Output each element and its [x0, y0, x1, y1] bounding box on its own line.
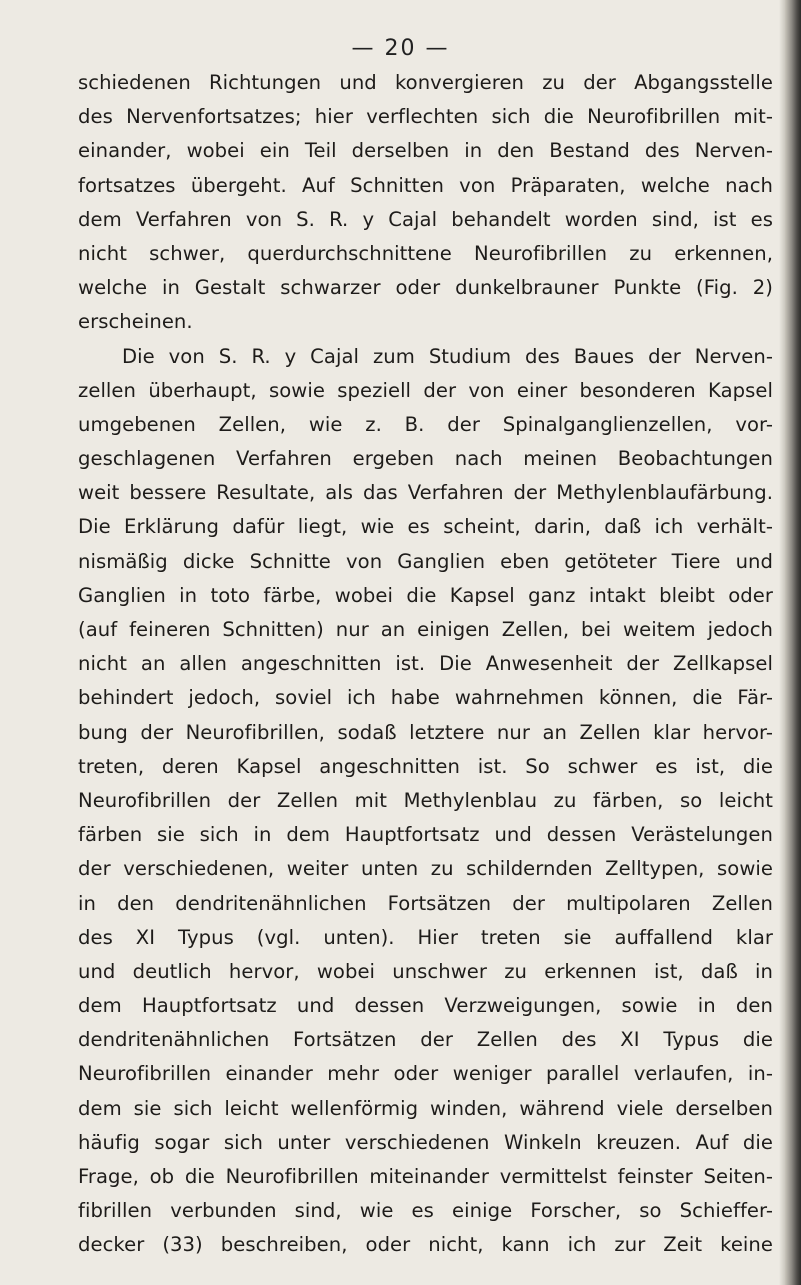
paragraph	[78, 66, 773, 340]
text-line: erscheinen.	[78, 310, 193, 334]
text-line: dendritenähnlichen Fortsätzen der Zellen des XI Typus die	[78, 1028, 773, 1052]
text-line: in den dendritenähnlichen Fortsätzen der multipolaren Zellen	[78, 891, 773, 915]
text-line: (auf feineren Schnitten) nur an einigen Zellen, bei weitem jedoch	[78, 618, 773, 641]
text-line: zellen überhaupt, sowie speziell der von einer besonderen Kapsel	[78, 378, 773, 402]
text-line: dem Verfahren von S. R. y Cajal behandelt worden sind, ist es	[78, 207, 773, 231]
text-line: decker (33) beschreiben, oder nicht, kann ich zur Zeit keine	[78, 1233, 773, 1257]
text-line: Die von S. R. y Cajal zum Studium des Baues der Nerven-	[122, 344, 773, 368]
text-line: der verschiedenen, weiter unten zu schildernden Zelltypen, sowie	[78, 857, 773, 881]
text-line: Die Erklärung dafür liegt, wie es scheint, darin, daß ich verhält-	[78, 515, 773, 539]
text-line: des Nervenfortsatzes; hier verflechten sich die Neurofibrillen mit-	[78, 105, 773, 129]
text-line: häufig sogar sich unter verschiedenen Winkeln kreuzen. Auf die	[78, 1130, 773, 1154]
text-line: einander, wobei ein Teil derselben in den Bestand des Nerven-	[78, 139, 773, 163]
text-line: fibrillen verbunden sind, wie es einige Forscher, so Schieffer-	[78, 1199, 773, 1223]
text-line: Neurofibrillen einander mehr oder weniger parallel verlaufen, in-	[78, 1062, 773, 1086]
text-line: färben sie sich in dem Hauptfortsatz und dessen Verästelungen	[78, 823, 773, 847]
page-binding-edge	[785, 0, 801, 1285]
text-line: nicht schwer, querdurchschnittene Neurofibrillen zu erkennen,	[78, 241, 773, 265]
text-line: bung der Neurofibrillen, sodaß letztere nur an Zellen klar hervor-	[78, 720, 773, 744]
text-line: Frage, ob die Neurofibrillen miteinander vermittelst feinster Seiten-	[78, 1165, 773, 1188]
text-line: fortsatzes übergeht. Auf Schnitten von Präparaten, welche nach	[78, 173, 773, 197]
text-line: umgebenen Zellen, wie z. B. der Spinalganglienzellen, vor-	[78, 412, 773, 436]
text-line: des XI Typus (vgl. unten). Hier treten sie auffallend klar	[78, 925, 773, 949]
text-line: dem Hauptfortsatz und dessen Verzweigungen, sowie in den	[78, 994, 773, 1018]
text-line: und deutlich hervor, wobei unschwer zu erkennen ist, daß in	[78, 959, 773, 983]
text-line: welche in Gestalt schwarzer oder dunkelbrauner Punkte (Fig. 2)	[78, 276, 773, 300]
paragraph	[78, 340, 773, 1263]
text-line: nismäßig dicke Schnitte von Ganglien eben getöteter Tiere und	[78, 549, 773, 573]
text-line: dem sie sich leicht wellenförmig winden, während viele derselben	[78, 1096, 773, 1120]
page-number: — 20 —	[351, 36, 450, 61]
text-line: geschlagenen Verfahren ergeben nach meinen Beobachtungen	[78, 447, 773, 471]
body-text	[78, 66, 773, 1263]
text-line: Neurofibrillen der Zellen mit Methylenblau zu färben, so leicht	[78, 788, 773, 812]
text-line: Ganglien in toto färbe, wobei die Kapsel ganz intakt bleibt oder	[78, 583, 773, 607]
text-line: nicht an allen angeschnitten ist. Die Anwesenheit der Zellkapsel	[78, 652, 773, 676]
text-line: behindert jedoch, soviel ich habe wahrnehmen können, die Fär-	[78, 686, 773, 710]
text-line: schiedenen Richtungen und konvergieren zu der Abgangsstelle	[78, 71, 773, 94]
text-line: weit bessere Resultate, als das Verfahren der Methylenblaufärbung.	[78, 481, 773, 505]
text-line: treten, deren Kapsel angeschnitten ist. So schwer es ist, die	[78, 754, 773, 778]
